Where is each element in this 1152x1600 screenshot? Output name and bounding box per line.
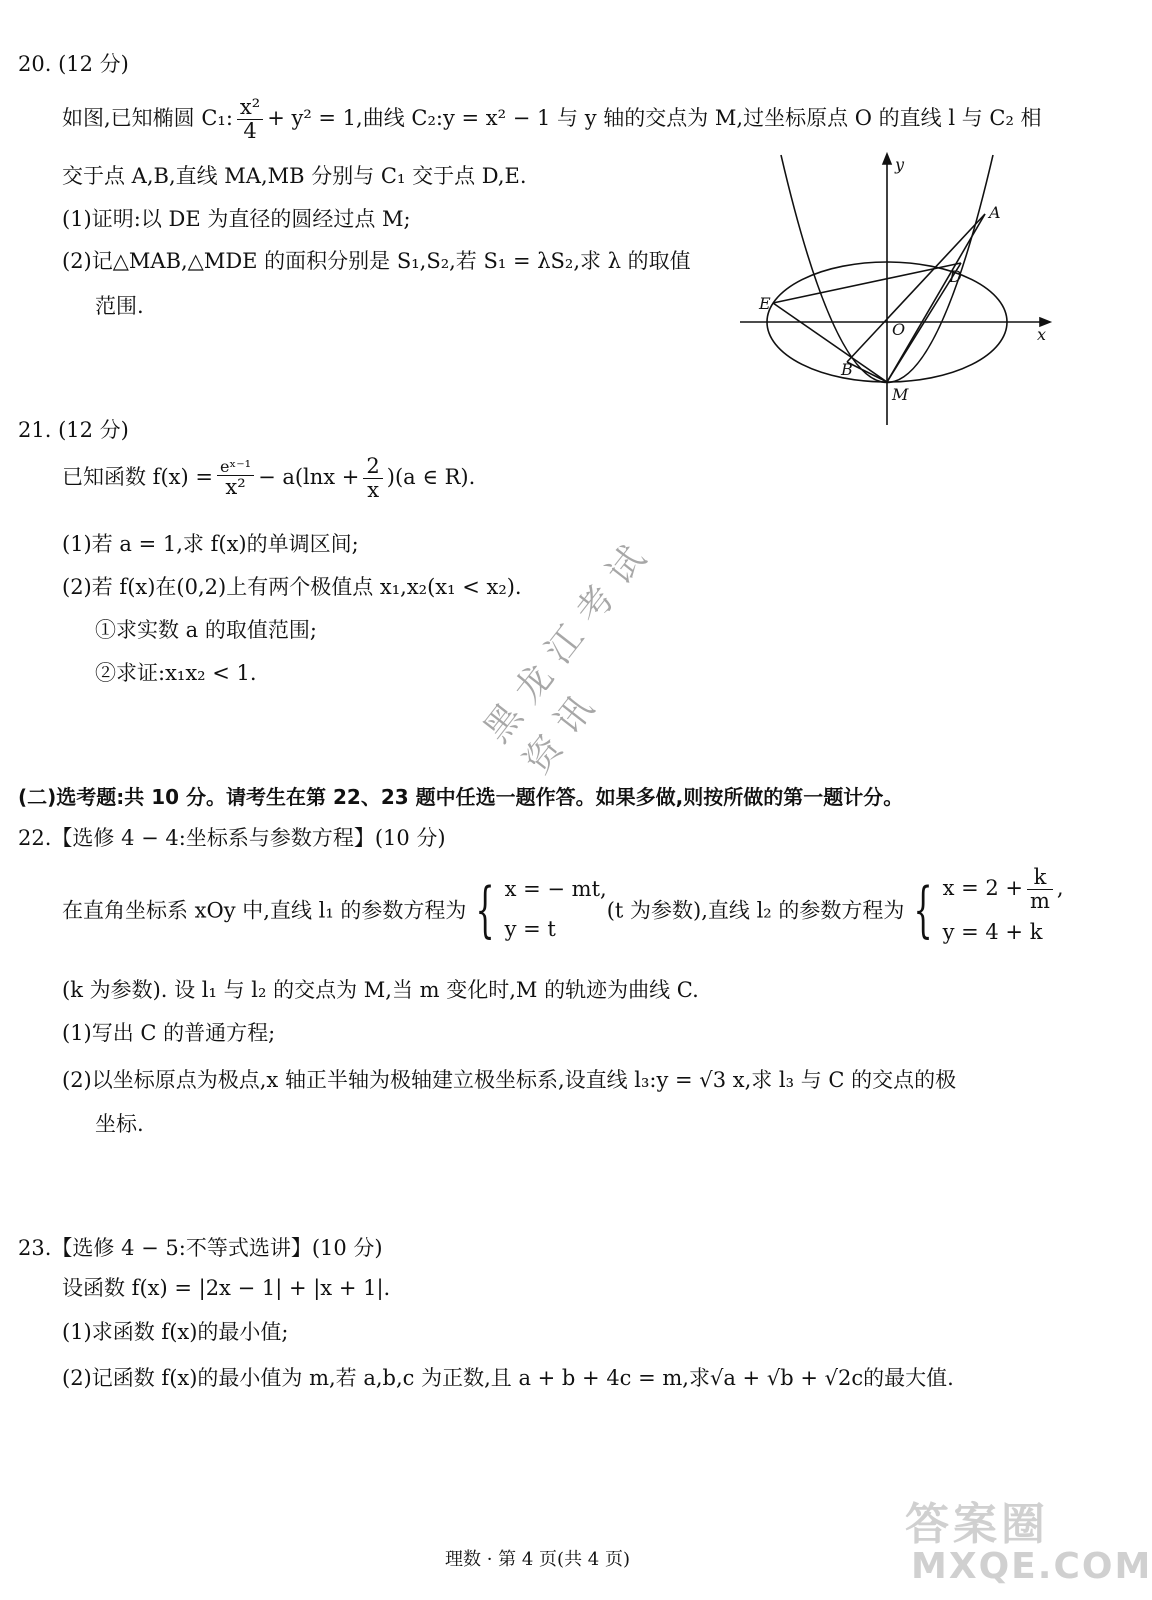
q21-given-a: 已知函数 f(x) = xyxy=(62,465,213,490)
label-y: y xyxy=(895,155,905,174)
q21-sub2: ②求证:x₁x₂ < 1. xyxy=(95,661,257,685)
q22-sys2-frac-den: m xyxy=(1030,889,1050,914)
q21-given-b: − a xyxy=(258,465,295,490)
corner-stamp-logo xyxy=(905,1488,1152,1593)
line-ma xyxy=(887,214,985,382)
q22-brace1: { xyxy=(475,874,496,945)
q21-fraction2 xyxy=(363,455,382,502)
line-ab xyxy=(847,214,985,362)
q20-part2-cont: 范围. xyxy=(95,294,144,318)
q22-sys2-frac-num: k xyxy=(1027,866,1053,890)
q20-fraction xyxy=(237,96,263,143)
watermark: 黑龙江考试资讯 xyxy=(476,527,663,782)
q22-sys2-line1-a: x = 2 + xyxy=(942,876,1023,901)
q21-part1: (1)若 a = 1,求 f(x)的单调区间; xyxy=(62,532,359,556)
y-axis-arrow xyxy=(883,154,891,164)
q21-sub1: ①求实数 a 的取值范围; xyxy=(95,618,317,642)
q22-part2-cont: 坐标. xyxy=(95,1112,144,1136)
q20-frac-den: 4 xyxy=(243,119,257,144)
q20-part2: (2)记△MAB,△MDE 的面积分别是 S₁,S₂,若 S₁ = λS₂,求 λ 的取值 xyxy=(62,249,691,273)
q21-fraction1 xyxy=(217,458,254,500)
q22-system1 xyxy=(505,870,607,950)
label-x: x xyxy=(1037,325,1047,344)
q20-intro-b: + y² = 1,曲线 C₂:y = x² − 1 与 y 轴的交点为 M,过坐标原点 O 的直线 l 与 C₂ 相 xyxy=(267,106,1042,131)
q23-given: 设函数 f(x) = |2x − 1| + |x + 1|. xyxy=(62,1276,391,1300)
q22-title: 22.【选修 4 − 4:坐标系与参数方程】(10 分) xyxy=(18,826,446,850)
label-d: D xyxy=(949,267,962,286)
stamp-line1: 答案圈 xyxy=(905,1499,1049,1550)
q22-given-b: (t 为参数),直线 l₂ 的参数方程为 xyxy=(606,898,905,923)
q22-given-a: 在直角坐标系 xOy 中,直线 l₁ 的参数方程为 xyxy=(62,898,467,923)
q22-part2: (2)以坐标原点为极点,x 轴正半轴为极轴建立极坐标系,设直线 l₃:y = √3 x,求 l₃ 与 C 的交点的极 xyxy=(62,1068,957,1092)
label-b: B xyxy=(841,360,853,379)
page-footer: 理数 · 第 4 页(共 4 页) xyxy=(445,1549,631,1570)
label-a: A xyxy=(989,203,1001,222)
q21-given-c: (lnx + xyxy=(294,465,360,490)
q21-given-d: )(a ∈ R). xyxy=(386,465,476,490)
q22-part1: (1)写出 C 的普通方程; xyxy=(62,1021,276,1045)
q21-part2: (2)若 f(x)在(0,2)上有两个极值点 x₁,x₂(x₁ < x₂). xyxy=(62,575,522,599)
q23-part1: (1)求函数 f(x)的最小值; xyxy=(62,1320,289,1344)
q22-given-c: (k 为参数). 设 l₁ 与 l₂ 的交点为 M,当 m 变化时,M 的轨迹为曲线 C. xyxy=(62,978,699,1002)
q21-given xyxy=(62,455,475,502)
q22-sys2-line1 xyxy=(943,866,1064,913)
q23-part2: (2)记函数 f(x)的最小值为 m,若 a,b,c 为正数,且 a + b + 4c = m,求√a + √b + √2c的最大值. xyxy=(62,1366,954,1390)
q20-title: 20. (12 分) xyxy=(18,52,129,76)
q22-system2 xyxy=(943,866,1064,953)
stamp-line2: MXQE.COM xyxy=(911,1546,1152,1587)
q22-brace2: { xyxy=(913,874,934,945)
q20-intro xyxy=(62,96,1042,143)
q22-sys2-line1-b: , xyxy=(1056,876,1064,901)
q20-line2: 交于点 A,B,直线 MA,MB 分别与 C₁ 交于点 D,E. xyxy=(62,164,527,188)
q23-title: 23.【选修 4 − 5:不等式选讲】(10 分) xyxy=(18,1236,383,1260)
q22-sys2-line2: y = 4 + k xyxy=(942,920,1043,945)
q21-frac2-num: 2 xyxy=(363,455,382,479)
q20-figure xyxy=(735,150,1065,430)
q20-part1: (1)证明:以 DE 为直径的圆经过点 M; xyxy=(62,207,411,231)
q20-intro-a: 如图,已知椭圆 C₁: xyxy=(62,106,233,131)
label-m: M xyxy=(892,385,909,404)
q21-title: 21. (12 分) xyxy=(18,418,129,442)
q22-sys2-fraction xyxy=(1027,866,1053,913)
q22-sys1-line2: y = t xyxy=(504,916,556,941)
line-de xyxy=(773,263,961,303)
q21-frac1-num: eˣ⁻¹ xyxy=(217,458,254,477)
label-e: E xyxy=(759,294,771,313)
label-o: O xyxy=(892,320,906,339)
q22-given xyxy=(62,866,1064,953)
section-heading: (二)选考题:共 10 分。请考生在第 22、23 题中任选一题作答。如果多做,则按所做的第一题计分。 xyxy=(18,785,904,809)
q21-frac1-den: x² xyxy=(225,475,246,500)
q20-frac-num: x² xyxy=(237,96,263,120)
q22-sys1-line1: x = − mt, xyxy=(504,876,607,901)
q21-frac2-den: x xyxy=(367,478,380,503)
